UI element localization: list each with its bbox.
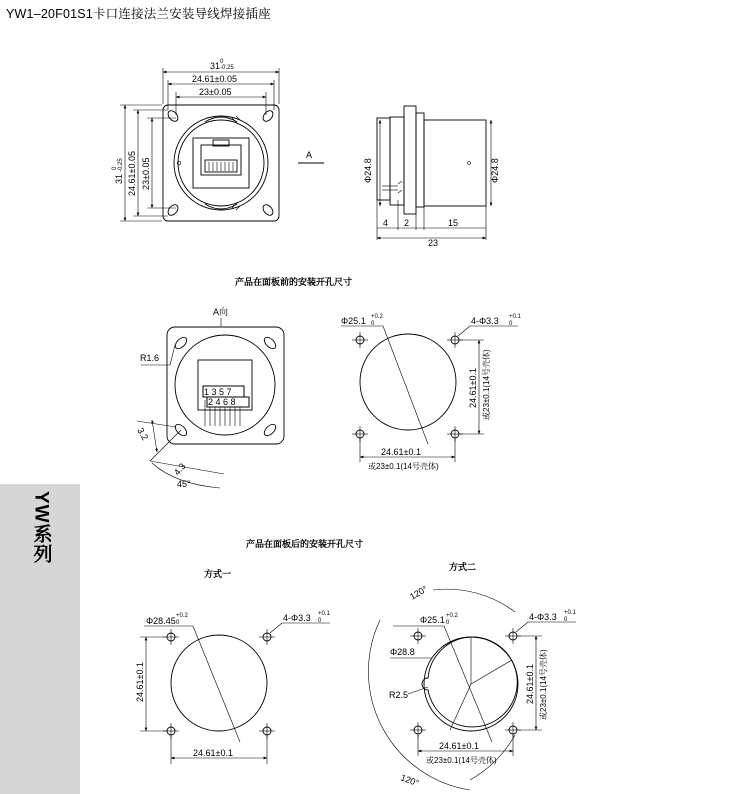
a-view-label: A向 [213, 307, 229, 317]
method-one-dim-vertical: 24.61±0.1 [135, 662, 145, 702]
side-dim-2: 2 [404, 218, 410, 228]
bolt-hole-tl [352, 332, 368, 348]
dim-31-vertical-label: 31 [114, 173, 124, 184]
front-dim-horizontal-alt: 或23±0.1(14号壳体) [368, 462, 439, 471]
method-one-label: 方式一 [204, 569, 232, 579]
bolt-hole-tl [410, 628, 426, 644]
method-two-dim-vertical-alt: 或23±0.1(14号壳体) [539, 649, 548, 720]
side-body [424, 120, 486, 206]
pin-numbers-top: 1 3 5 7 [204, 387, 232, 397]
method-one-tol-lower: 0 [176, 620, 180, 626]
panel-front-heading: 产品在面板前的安装开孔尺寸 [235, 277, 353, 287]
front-view [112, 59, 324, 221]
method-one-hole [171, 635, 267, 731]
corner-hole [261, 109, 275, 123]
dim-23-label: 23±0.05 [199, 87, 232, 97]
method-one-bolt-holes: 4-Φ3.3 [283, 613, 311, 623]
method-two-bolt-tol-lower: 0 [564, 617, 568, 623]
side-rear-part [377, 118, 390, 200]
dim-31-label: 31 [210, 61, 221, 71]
method-one-tol-upper: +0.2 [176, 613, 188, 619]
method-one-bolt-tol-lower: 0 [318, 618, 322, 624]
front-cutout-dia: Φ25.1 [341, 316, 366, 326]
method-two [368, 561, 576, 790]
panel-rear-heading: 产品在面板后的安装开孔尺寸 [246, 539, 364, 549]
side-dia-left: Φ24.8 [363, 158, 373, 183]
front-cutout-tol-upper: +0.2 [371, 314, 383, 320]
front-dim-horizontal: 24.61±0.1 [381, 447, 421, 457]
dim-31-tol-lower: -0.25 [220, 65, 234, 71]
method-two-dim-horizontal: 24.61±0.1 [439, 741, 479, 751]
front-dim-vertical: 24.61±0.1 [468, 368, 478, 408]
method-two-cutout [422, 637, 517, 727]
corner-hole [166, 203, 180, 217]
side-flange [404, 106, 416, 214]
method-two-tol-upper: +0.2 [446, 613, 458, 619]
method-two-outer-dia: Φ28.8 [390, 647, 415, 657]
a-view [135, 306, 284, 489]
view-a-label: A [306, 150, 313, 160]
pin-numbers-bottom: 2 4 6 8 [208, 397, 236, 407]
corner-hole [262, 422, 278, 438]
corner-hole [261, 203, 275, 217]
side-dim-23: 23 [428, 238, 439, 248]
dim-23-vertical-label: 23±0.05 [141, 157, 151, 190]
side-view [363, 106, 500, 248]
front-cutout-hole [360, 334, 456, 430]
method-one-bolt-tol-upper: +0.1 [318, 611, 330, 617]
method-one-dia: Φ28.45 [146, 616, 176, 626]
method-two-dia: Φ25.1 [420, 615, 445, 625]
dim-4-3: 4.3 [171, 461, 188, 478]
corner-hole [173, 335, 189, 351]
dim-24-61-label: 24.61±0.05 [192, 74, 237, 84]
front-bolt-holes: 4-Φ3.3 [471, 316, 499, 326]
method-two-bolt-holes: 4-Φ3.3 [529, 612, 557, 622]
method-two-dim-horizontal-alt: 或23±0.1(14号壳体) [426, 756, 497, 765]
method-two-angle-bottom: 120° [399, 772, 421, 789]
dim-31-vertical-tol-lower: -0.25 [118, 158, 124, 172]
method-two-arc-top [433, 589, 515, 612]
front-dim-vertical-alt: 或23±0.1(14号壳体) [482, 349, 491, 420]
series-tab-label: YW系列 [30, 490, 52, 564]
corner-hole [262, 335, 278, 351]
panel-front-cutout [341, 314, 522, 471]
method-two-radius: R2.5 [389, 690, 409, 700]
front-bolt-tol-lower: 0 [509, 321, 513, 327]
method-two-dim-vertical: 24.61±0.1 [525, 664, 535, 704]
method-two-tol-lower: 0 [446, 620, 450, 626]
side-dim-15: 15 [448, 218, 459, 228]
method-two-bolt-tol-upper: +0.1 [564, 610, 576, 616]
dim-31-tol-upper: 0 [220, 59, 224, 65]
dim-24-61-vertical-label: 24.61±0.05 [127, 151, 137, 196]
radius-r1-6: R1.6 [140, 353, 160, 363]
method-one [135, 568, 331, 764]
dim-31-vertical-tol-upper: 0 [112, 166, 118, 170]
dim-3-2: 3.2 [135, 426, 151, 442]
side-dim-4: 4 [383, 218, 389, 228]
front-cutout-tol-lower: 0 [371, 321, 375, 327]
side-dia-right: Φ24.8 [490, 158, 500, 183]
corner-hole [166, 109, 180, 123]
bolt-hole-tr [259, 629, 275, 645]
method-one-dim-horizontal: 24.61±0.1 [193, 748, 233, 758]
page-title: YW1–20F01S1卡口连接法兰安装导线焊接插座 [6, 7, 271, 21]
angle-45: 45° [177, 479, 191, 489]
method-two-angle-top: 120° [408, 583, 430, 602]
front-bolt-tol-upper: +0.1 [509, 314, 521, 320]
method-two-label: 方式二 [449, 562, 477, 572]
